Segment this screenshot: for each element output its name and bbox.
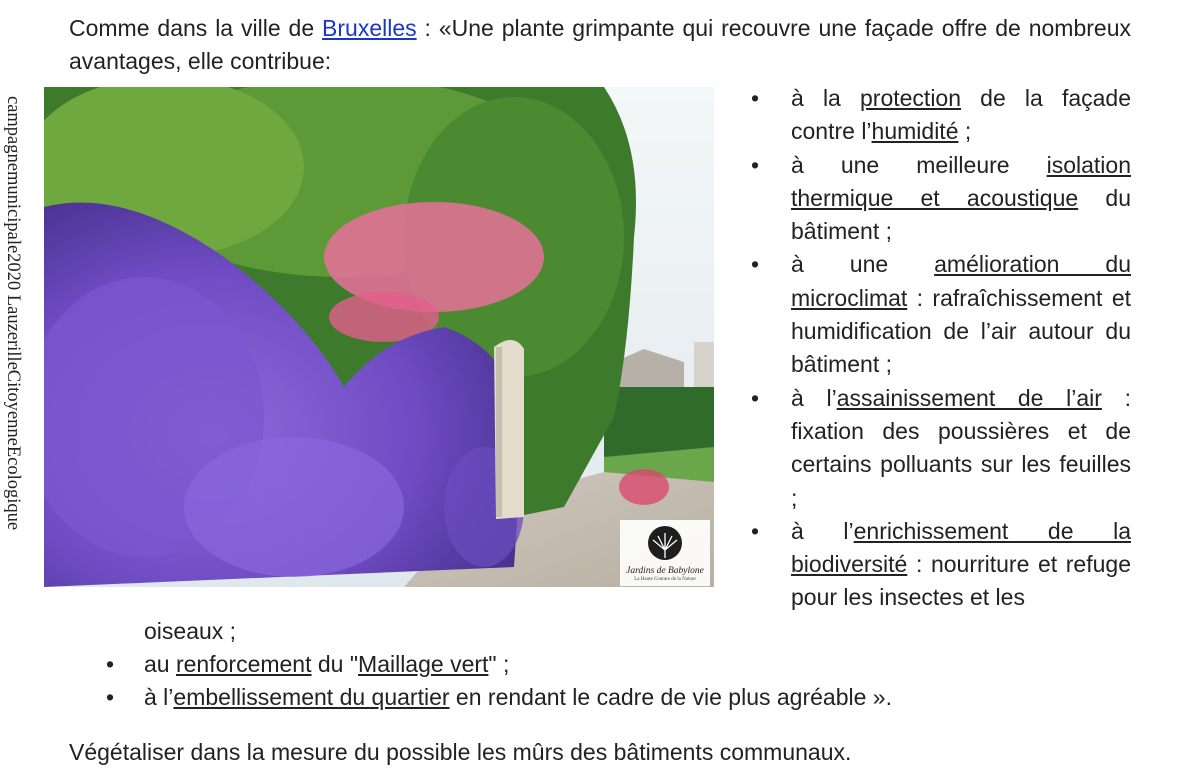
bruxelles-link[interactable]: Bruxelles	[322, 15, 417, 41]
list-item: • à l’enrichissement de la biodiversité : nourriture et refuge pour les insectes et les	[791, 515, 1131, 615]
list-item: • à la protection de la façade contre l’humidité ;	[791, 82, 1131, 149]
list-item: • à une meilleure isolation thermique et acoustique du bâtiment ;	[791, 149, 1131, 249]
green-wall-photo	[44, 87, 714, 587]
logo-title: Jardins de Babylone	[626, 566, 704, 576]
list-continuation: oiseaux ;	[144, 618, 237, 644]
logo-subtitle: La Haute Couture de la Nature	[634, 577, 696, 582]
intro-paragraph	[69, 12, 1131, 78]
list-item: • à l’assainissement de l’air : fixation des poussières et de certains polluants sur les feuilles ;	[791, 382, 1131, 515]
intro-text-start: Comme dans la ville de	[69, 15, 323, 41]
side-caption: campagnemunicipale2020 LauzerilleCitoyenneEcologique	[3, 96, 23, 531]
closing-paragraph: Végétaliser dans la mesure du possible les mûrs des bâtiments communaux.	[69, 739, 852, 765]
list-item: • à l’embellissement du quartier en rendant le cadre de vie plus agréable ».	[144, 681, 892, 714]
benefits-list-right	[791, 82, 1131, 615]
list-item: • au renforcement du "Maillage vert" ;	[144, 648, 892, 681]
intro-text-end: : «Une plante grimpante qui recouvre une façade offre de nombreux avantages, elle contribue:	[69, 15, 1131, 74]
palm-logo-icon	[620, 520, 710, 566]
photo-illustration	[44, 87, 714, 587]
list-item: • à une amélioration du microclimat : rafraîchissement et humidification de l’air autour du bâtiment ;	[791, 248, 1131, 381]
watermark-logo	[620, 520, 710, 586]
benefits-list-bottom	[144, 648, 892, 715]
